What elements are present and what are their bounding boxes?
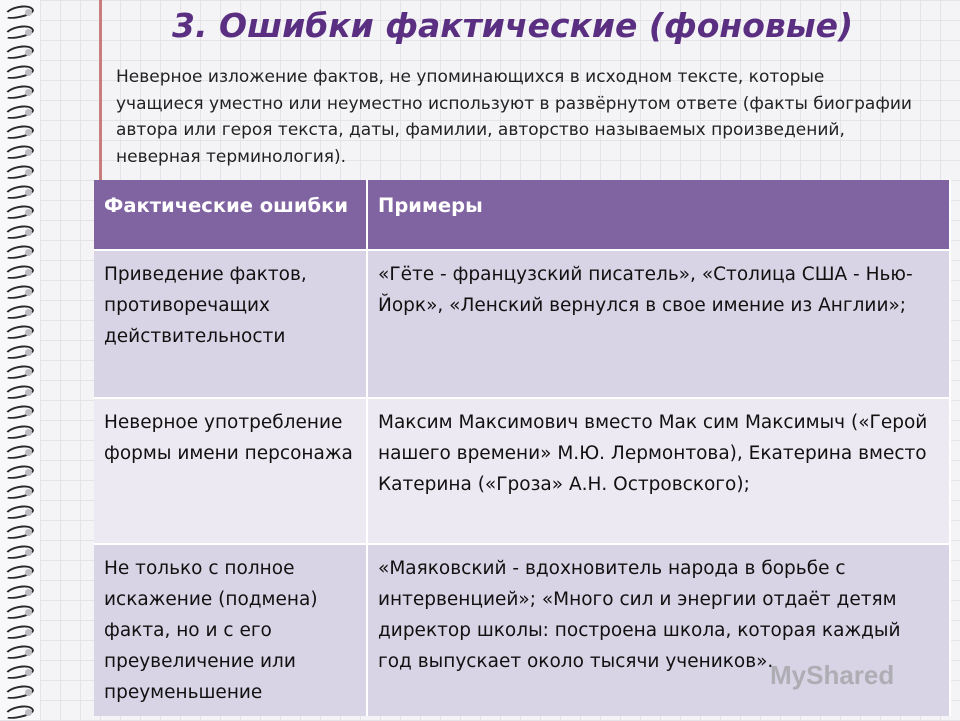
binding-hole bbox=[25, 409, 32, 416]
binding-hole bbox=[25, 189, 32, 196]
binding-hole bbox=[25, 549, 32, 556]
binding-hole bbox=[25, 29, 32, 36]
binding-hole bbox=[25, 309, 32, 316]
binding-hole bbox=[25, 429, 32, 436]
binding-hole bbox=[25, 649, 32, 656]
example-cell: «Маяковский - вдохновитель народа в борьбе с интервенцией»; «Много сил и энергии отдаёт детям директор школы: построена школа, которая каждый год выпускает около тысячи учеников». bbox=[367, 544, 950, 716]
binding-hole bbox=[25, 49, 32, 56]
binding-hole bbox=[25, 569, 32, 576]
binding-hole bbox=[25, 349, 32, 356]
binding-hole bbox=[25, 69, 32, 76]
binding-hole bbox=[25, 529, 32, 536]
binding-hole bbox=[25, 89, 32, 96]
watermark-logo: MyShared bbox=[770, 660, 895, 690]
binding-hole bbox=[25, 209, 32, 216]
binding-hole bbox=[25, 509, 32, 516]
binding-hole bbox=[25, 469, 32, 476]
binding-hole bbox=[25, 689, 32, 696]
binding-hole bbox=[25, 589, 32, 596]
binding-hole bbox=[25, 9, 32, 16]
error-cell: Не только с полное искажение (подмена) факта, но и с его преувеличение или преуменьшение bbox=[94, 544, 367, 716]
table-row bbox=[94, 398, 950, 544]
table-row bbox=[94, 250, 950, 398]
table-header-row bbox=[94, 180, 950, 250]
notebook-margin-line bbox=[99, 0, 102, 180]
slide-intro-text: Неверное изложение фактов, не упоминающихся в исходном тексте, которые учащиеся уместно или неуместно используют в развёрнутом ответе (факты биографии автора или героя текста, даты, фамилии, авторство называемых произведений, неверная терминология). bbox=[116, 67, 912, 167]
binding-hole bbox=[25, 229, 32, 236]
example-cell: Максим Максимович вместо Мак сим Максимыч («Герой нашего времени» М.Ю. Лермонтова), Екатерина вместо Катерина («Гроза» А.Н. Островского); bbox=[367, 398, 950, 544]
binding-hole bbox=[25, 289, 32, 296]
binding-hole bbox=[25, 129, 32, 136]
binding-hole bbox=[25, 249, 32, 256]
binding-hole bbox=[25, 369, 32, 376]
binding-hole bbox=[25, 609, 32, 616]
errors-table bbox=[94, 180, 951, 716]
error-cell: Приведение фактов, противоречащих действительности bbox=[94, 250, 367, 398]
binding-hole bbox=[25, 629, 32, 636]
binding-hole bbox=[25, 489, 32, 496]
binding-hole bbox=[25, 449, 32, 456]
header-errors: Фактические ошибки bbox=[94, 180, 367, 250]
binding-hole bbox=[25, 149, 32, 156]
binding-hole bbox=[25, 169, 32, 176]
header-examples: Примеры bbox=[367, 180, 950, 250]
slide-title: 3. Ошибки фактические (фоновые) bbox=[172, 6, 854, 45]
binding-hole bbox=[25, 269, 32, 276]
notebook-spiral-binding bbox=[0, 0, 40, 720]
example-cell: «Гёте - французский писатель», «Столица США - Нью-Йорк», «Ленский вернулся в свое имение из Англии»; bbox=[367, 250, 950, 398]
error-cell: Неверное употребление формы имени персонажа bbox=[94, 398, 367, 544]
binding-hole bbox=[25, 329, 32, 336]
binding-hole bbox=[25, 389, 32, 396]
binding-hole bbox=[25, 109, 32, 116]
binding-hole bbox=[25, 669, 32, 676]
binding-hole bbox=[25, 709, 32, 716]
